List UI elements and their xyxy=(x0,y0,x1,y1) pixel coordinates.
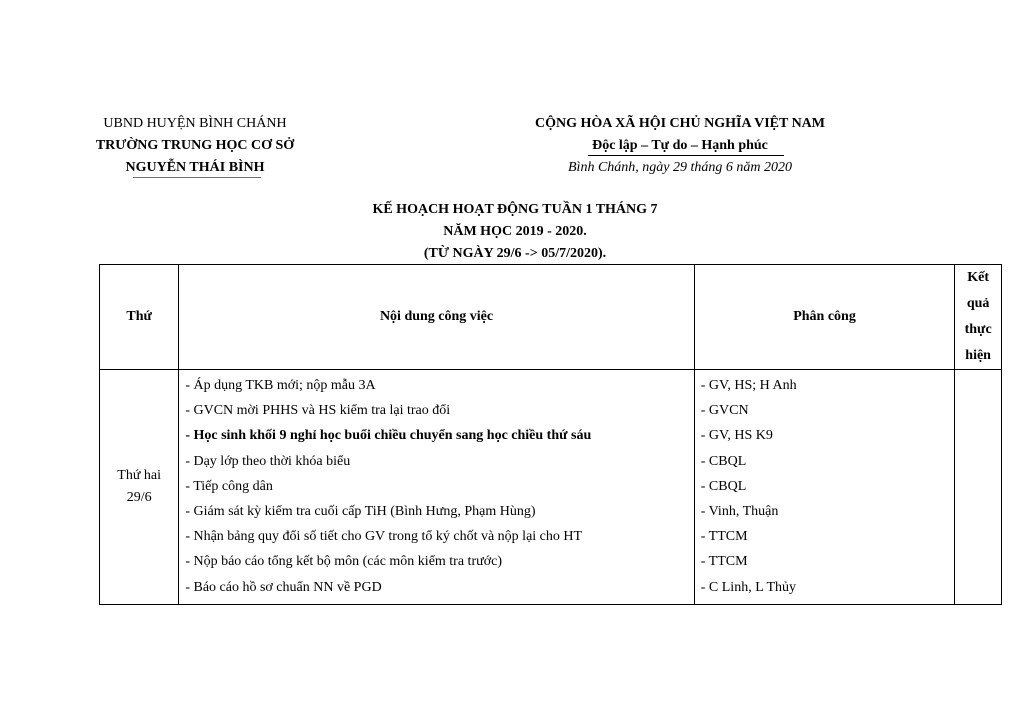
assign-cell xyxy=(694,370,955,605)
assignee-item: - TTCM xyxy=(700,554,748,570)
header-result-line-3: thực xyxy=(964,322,992,337)
header-assign: Phân công xyxy=(694,265,955,370)
motto-underline xyxy=(588,155,784,156)
task-item: - Nộp báo cáo tổng kết bộ môn (các môn kiểm tra trước) xyxy=(185,554,502,570)
header-result-line-2: quả xyxy=(966,296,990,311)
document-title xyxy=(200,199,830,265)
task-item: - Giám sát kỳ kiểm tra cuối cấp TiH (Bình Hưng, Phạm Hùng) xyxy=(185,503,536,519)
document-date: Bình Chánh, ngày 29 tháng 6 năm 2020 xyxy=(568,160,792,175)
task-item: - Báo cáo hồ sơ chuẩn NN về PGD xyxy=(185,579,382,595)
assignee-item: - GV, HS; H Anh xyxy=(700,378,797,393)
assignee-item: - Vinh, Thuận xyxy=(700,503,779,519)
task-item: - Áp dụng TKB mới; nộp mẫu 3A xyxy=(185,378,376,393)
header-result xyxy=(955,265,1002,370)
result-cell xyxy=(955,370,1002,605)
day-date: 29/6 xyxy=(126,489,152,505)
table-header-row xyxy=(100,265,1002,370)
day-name: Thứ hai xyxy=(117,467,162,483)
day-cell xyxy=(100,370,179,605)
title-line-2: NĂM HỌC 2019 - 2020. xyxy=(443,224,587,239)
issuer-underline xyxy=(133,177,261,178)
weekly-plan-table xyxy=(99,264,1002,605)
assignee-item: - CBQL xyxy=(700,453,747,469)
issuer-district: UBND HUYỆN BÌNH CHÁNH xyxy=(103,116,287,131)
title-line-1: KẾ HOẠCH HOẠT ĐỘNG TUẦN 1 THÁNG 7 xyxy=(372,202,658,217)
header-result-line-1: Kết xyxy=(967,270,990,285)
issuer-header xyxy=(70,113,320,179)
header-result-line-4: hiện xyxy=(965,348,991,363)
task-item: - Dạy lớp theo thời khóa biểu xyxy=(185,453,351,469)
assignee-item: - GVCN xyxy=(700,403,749,419)
issuer-school-name: NGUYỄN THÁI BÌNH xyxy=(125,160,265,175)
task-item: - Học sinh khối 9 nghỉ học buổi chiều chuyển sang học chiều thứ sáu xyxy=(185,428,592,444)
title-line-3: (TỪ NGÀY 29/6 -> 05/7/2020). xyxy=(423,246,607,261)
table-row xyxy=(100,370,1002,605)
issuer-school-type: TRƯỜNG TRUNG HỌC CƠ SỞ xyxy=(95,138,295,153)
header-day: Thứ xyxy=(100,265,179,370)
assignee-item: - CBQL xyxy=(700,478,747,494)
national-name: CỘNG HÒA XÃ HỘI CHỦ NGHĨA VIỆT NAM xyxy=(534,116,825,131)
assignee-item: - GV, HS K9 xyxy=(700,428,773,444)
task-item: - Nhận bảng quy đổi số tiết cho GV trong tổ ký chốt và nộp lại cho HT xyxy=(185,529,583,545)
task-item: - GVCN mời PHHS và HS kiểm tra lại trao đổi xyxy=(185,403,451,419)
assignee-item: - TTCM xyxy=(700,529,748,545)
national-motto: Độc lập – Tự do – Hạnh phúc xyxy=(592,138,768,153)
header-content: Nội dung công việc xyxy=(179,265,694,370)
assignee-item: - C Linh, L Thủy xyxy=(700,579,797,595)
task-item: - Tiếp công dân xyxy=(185,478,273,494)
content-cell xyxy=(179,370,694,605)
national-header xyxy=(480,113,880,179)
